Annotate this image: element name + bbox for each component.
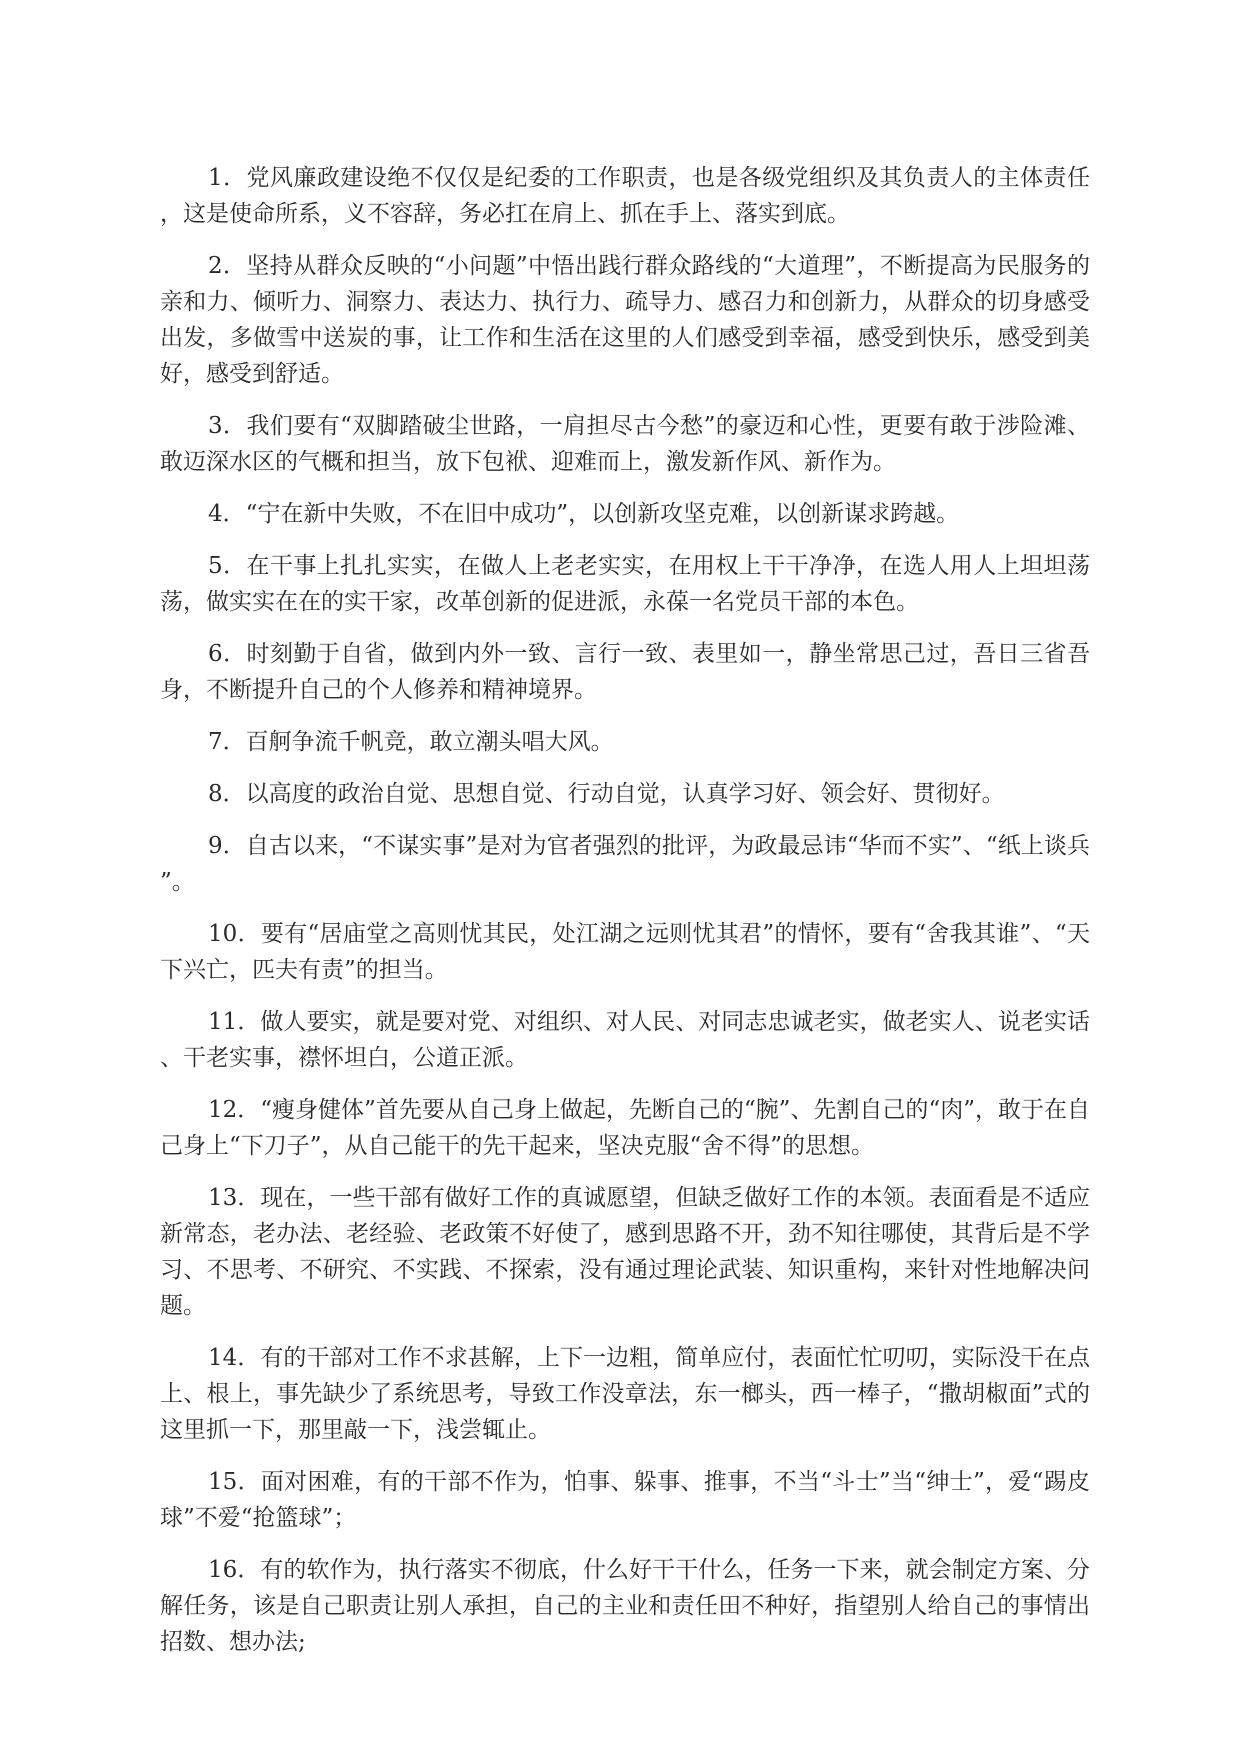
paragraph-12: 12．“瘦身健体”首先要从自己身上做起，先断自己的“腕”、先割自己的“肉”，敢于在自己身上“下刀子”，从自己能干的先干起来，坚决克服“舍不得”的思想。 xyxy=(160,1097,1090,1159)
paragraph-9: 9．自古以来，“不谋实事”是对为官者强烈的批评，为政最忌讳“华而不实”、“纸上谈兵”。 xyxy=(160,833,1090,895)
paragraph-8: 8．以高度的政治自觉、思想自觉、行动自觉，认真学习好、领会好、贯彻好。 xyxy=(208,781,1005,807)
paragraph-5: 5．在干事上扎扎实实，在做人上老老实实，在用权上干干净净，在选人用人上坦坦荡荡，做实实在在的实干家，改革创新的促进派，永葆一名党员干部的本色。 xyxy=(160,553,1090,615)
paragraph-3: 3．我们要有“双脚踏破尘世路，一肩担尽古今愁”的豪迈和心性，更要有敢于涉险滩、敢迈深水区的气概和担当，放下包袱、迎难而上，激发新作风、新作为。 xyxy=(160,413,1090,475)
paragraph-6: 6．时刻勤于自省，做到内外一致、言行一致、表里如一，静坐常思己过，吾日三省吾身，不断提升自己的个人修养和精神境界。 xyxy=(160,641,1090,703)
paragraph-16: 16．有的软作为，执行落实不彻底，什么好干干什么，任务一下来，就会制定方案、分解任务，该是自己职责让别人承担，自己的主业和责任田不种好，指望别人给自己的事情出招数、想办法; xyxy=(160,1557,1090,1655)
paragraph-13: 13．现在，一些干部有做好工作的真诚愿望，但缺乏做好工作的本领。表面看是不适应新常态，老办法、老经验、老政策不好使了，感到思路不开，劲不知往哪使，其背后是不学习、不思考、不研究、不实践、不探索，没有通过理论武装、知识重构，来针对性地解决问题。 xyxy=(160,1185,1090,1319)
document-body xyxy=(160,160,1090,1676)
paragraph-4: 4．“宁在新中失败，不在旧中成功”，以创新攻坚克难，以创新谋求跨越。 xyxy=(208,501,960,527)
paragraph-11: 11．做人要实，就是要对党、对组织、对人民、对同志忠诚老实，做老实人、说老实话、干老实事，襟怀坦白，公道正派。 xyxy=(160,1009,1090,1071)
paragraph-15: 15．面对困难，有的干部不作为，怕事、躲事、推事，不当“斗士”当“绅士”，爱“踢皮球”不爱“抢篮球”； xyxy=(160,1469,1090,1531)
paragraph-7: 7．百舸争流千帆竞，敢立潮头唱大风。 xyxy=(208,729,614,755)
paragraph-14: 14．有的干部对工作不求甚解，上下一边粗，简单应付，表面忙忙叨叨，实际没干在点上、根上，事先缺少了系统思考，导致工作没章法，东一榔头，西一棒子，“撒胡椒面”式的这里抓一下，那里敲一下，浅尝辄止。 xyxy=(160,1345,1090,1443)
paragraph-2: 2．坚持从群众反映的“小问题”中悟出践行群众路线的“大道理”，不断提高为民服务的亲和力、倾听力、洞察力、表达力、执行力、疏导力、感召力和创新力，从群众的切身感受出发，多做雪中送炭的事，让工作和生活在这里的人们感受到幸福，感受到快乐，感受到美好，感受到舒适。 xyxy=(160,253,1090,387)
paragraph-1: 1．党风廉政建设绝不仅仅是纪委的工作职责，也是各级党组织及其负责人的主体责任，这是使命所系，义不容辞，务必扛在肩上、抓在手上、落实到底。 xyxy=(160,165,1090,227)
paragraph-10: 10．要有“居庙堂之高则忧其民，处江湖之远则忧其君”的情怀，要有“舍我其谁”、“天下兴亡，匹夫有责”的担当。 xyxy=(160,921,1090,983)
